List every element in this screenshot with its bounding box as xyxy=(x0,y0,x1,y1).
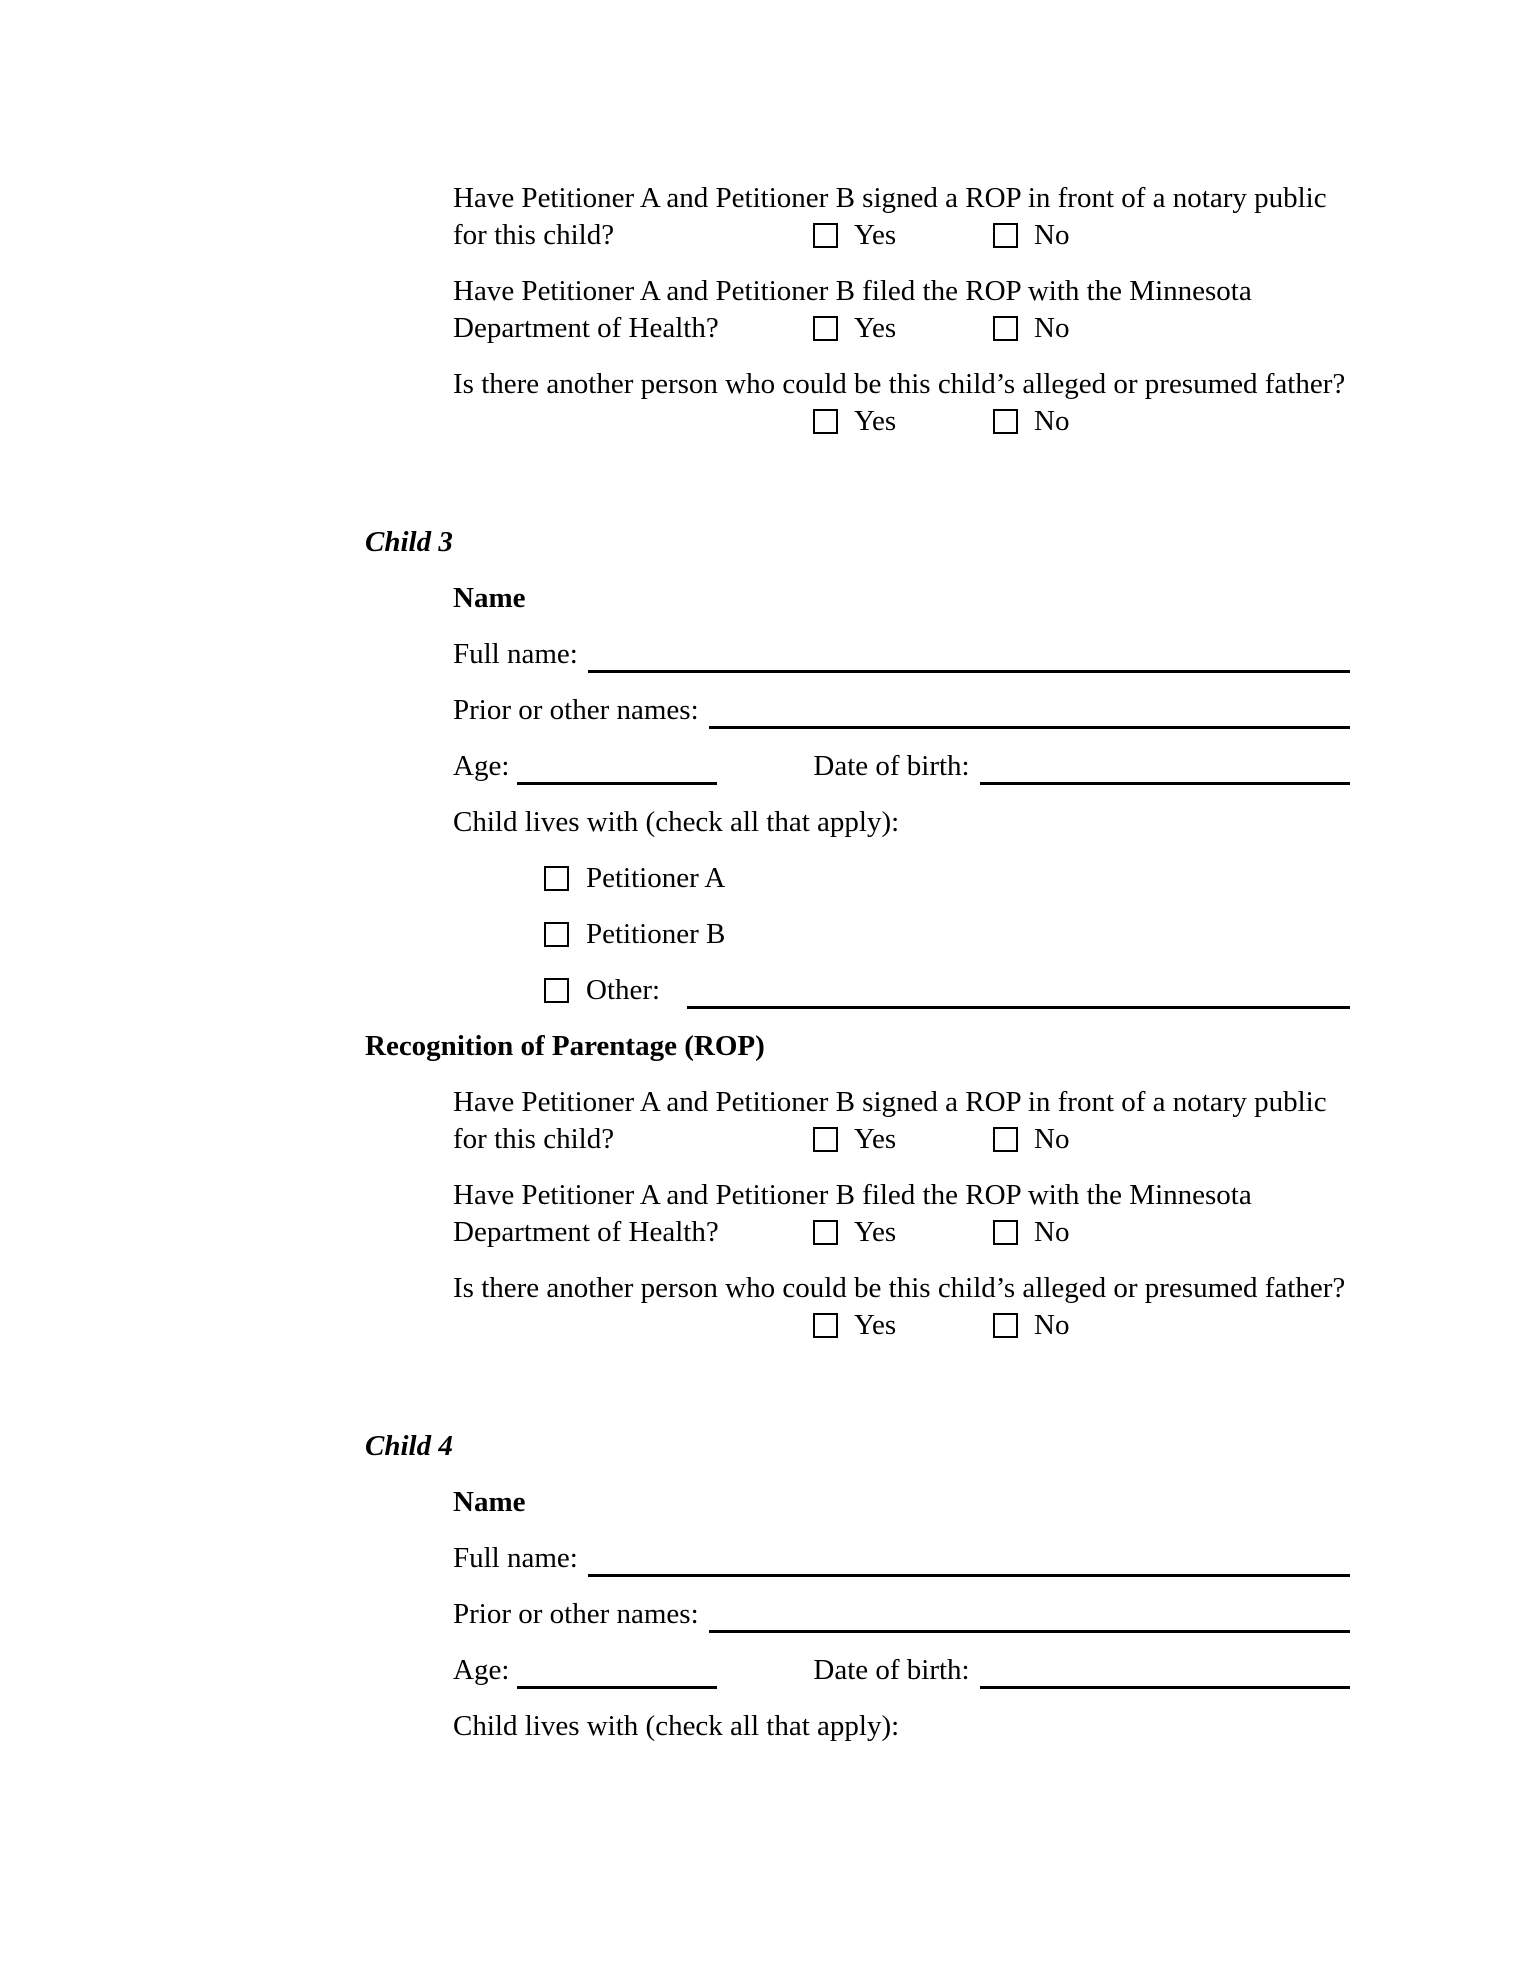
no-checkbox[interactable] xyxy=(993,316,1018,341)
prior-names-label: Prior or other names: xyxy=(453,1598,699,1630)
yes-option xyxy=(813,403,896,440)
no-option xyxy=(993,217,1069,254)
yes-checkbox[interactable] xyxy=(813,223,838,248)
yes-option xyxy=(813,1307,896,1344)
yes-option xyxy=(813,217,896,254)
child-3-name-section xyxy=(453,580,1370,1009)
no-checkbox[interactable] xyxy=(993,1313,1018,1338)
rop-questions-child-3 xyxy=(453,1084,1370,1344)
question-text-continued: for this child? xyxy=(453,1123,615,1155)
rop-question-filed xyxy=(453,273,1370,347)
no-option xyxy=(993,310,1069,347)
no-label: No xyxy=(1034,1216,1070,1248)
question-text: Have Petitioner A and Petitioner B signed a ROP in front of a notary public xyxy=(453,1086,1327,1118)
child-4-name-section xyxy=(453,1484,1370,1745)
full-name-label: Full name: xyxy=(453,638,578,670)
name-section-heading: Name xyxy=(453,1486,526,1518)
age-dob-field xyxy=(453,748,1350,785)
no-label: No xyxy=(1034,1123,1070,1155)
age-label: Age: xyxy=(453,750,510,782)
dob-input[interactable] xyxy=(980,748,1350,785)
question-text-continued: Department of Health? xyxy=(453,1216,719,1248)
no-option xyxy=(993,403,1069,440)
full-name-input[interactable] xyxy=(588,636,1350,673)
question-text: Have Petitioner A and Petitioner B filed the ROP with the Minnesota xyxy=(453,1179,1252,1211)
other-label: Other: xyxy=(586,974,661,1006)
yes-label: Yes xyxy=(854,1123,897,1155)
yes-checkbox[interactable] xyxy=(813,409,838,434)
age-input[interactable] xyxy=(517,1652,717,1689)
no-checkbox[interactable] xyxy=(993,223,1018,248)
child-3-heading: Child 3 xyxy=(365,526,453,558)
rop-question-signed xyxy=(453,1084,1370,1158)
no-option xyxy=(993,1307,1069,1344)
question-answer-row xyxy=(453,310,1370,347)
no-label: No xyxy=(1034,1309,1070,1341)
rop-questions-previous-child xyxy=(453,180,1370,440)
child-4-heading: Child 4 xyxy=(365,1430,453,1462)
question-answer-row xyxy=(453,1121,1370,1158)
name-section-heading: Name xyxy=(453,582,526,614)
rop-question-signed xyxy=(453,180,1370,254)
yes-label: Yes xyxy=(854,1309,897,1341)
no-checkbox[interactable] xyxy=(993,409,1018,434)
yes-checkbox[interactable] xyxy=(813,1220,838,1245)
question-text: Is there another person who could be this child’s alleged or presumed father? xyxy=(453,1272,1346,1304)
prior-names-field xyxy=(453,692,1350,729)
prior-names-field xyxy=(453,1596,1350,1633)
yes-label: Yes xyxy=(854,312,897,344)
yes-option xyxy=(813,1121,896,1158)
age-dob-field xyxy=(453,1652,1350,1689)
yes-label: Yes xyxy=(854,405,897,437)
other-checkbox[interactable] xyxy=(544,978,569,1003)
question-answer-row xyxy=(453,1307,1370,1344)
no-option xyxy=(993,1121,1069,1158)
question-text-continued: for this child? xyxy=(453,219,615,251)
dob-label: Date of birth: xyxy=(813,750,970,782)
no-checkbox[interactable] xyxy=(993,1127,1018,1152)
yes-checkbox[interactable] xyxy=(813,1313,838,1338)
lives-with-label: Child lives with (check all that apply): xyxy=(453,806,900,838)
yes-option xyxy=(813,310,896,347)
no-option xyxy=(993,1214,1069,1251)
question-text-continued: Department of Health? xyxy=(453,312,719,344)
other-input[interactable] xyxy=(687,972,1350,1009)
lives-with-option-petitioner-b xyxy=(544,916,1350,953)
age-label: Age: xyxy=(453,1654,510,1686)
no-checkbox[interactable] xyxy=(993,1220,1018,1245)
question-text: Have Petitioner A and Petitioner B signed a ROP in front of a notary public xyxy=(453,182,1327,214)
prior-names-label: Prior or other names: xyxy=(453,694,699,726)
yes-option xyxy=(813,1214,896,1251)
yes-checkbox[interactable] xyxy=(813,1127,838,1152)
petitioner-b-label: Petitioner B xyxy=(586,918,726,950)
no-label: No xyxy=(1034,405,1070,437)
yes-label: Yes xyxy=(854,219,897,251)
petitioner-b-checkbox[interactable] xyxy=(544,922,569,947)
full-name-field xyxy=(453,636,1350,673)
question-text: Have Petitioner A and Petitioner B filed the ROP with the Minnesota xyxy=(453,275,1252,307)
lives-with-option-other xyxy=(544,972,1350,1009)
question-text: Is there another person who could be this child’s alleged or presumed father? xyxy=(453,368,1346,400)
petitioner-a-checkbox[interactable] xyxy=(544,866,569,891)
question-answer-row xyxy=(453,217,1370,254)
form-content xyxy=(365,180,1370,1745)
full-name-label: Full name: xyxy=(453,1542,578,1574)
rop-question-filed xyxy=(453,1177,1370,1251)
question-answer-row xyxy=(453,1214,1370,1251)
full-name-field xyxy=(453,1540,1350,1577)
prior-names-input[interactable] xyxy=(709,692,1350,729)
yes-checkbox[interactable] xyxy=(813,316,838,341)
no-label: No xyxy=(1034,219,1070,251)
age-input[interactable] xyxy=(517,748,717,785)
lives-with-label: Child lives with (check all that apply): xyxy=(453,1710,900,1742)
rop-question-other-father xyxy=(453,366,1370,440)
lives-with-option-petitioner-a xyxy=(544,860,1350,897)
question-answer-row xyxy=(453,403,1370,440)
prior-names-input[interactable] xyxy=(709,1596,1350,1633)
no-label: No xyxy=(1034,312,1070,344)
dob-input[interactable] xyxy=(980,1652,1350,1689)
rop-section-heading: Recognition of Parentage (ROP) xyxy=(365,1030,765,1062)
petitioner-a-label: Petitioner A xyxy=(586,862,726,894)
rop-question-other-father xyxy=(453,1270,1370,1344)
full-name-input[interactable] xyxy=(588,1540,1350,1577)
dob-label: Date of birth: xyxy=(813,1654,970,1686)
yes-label: Yes xyxy=(854,1216,897,1248)
